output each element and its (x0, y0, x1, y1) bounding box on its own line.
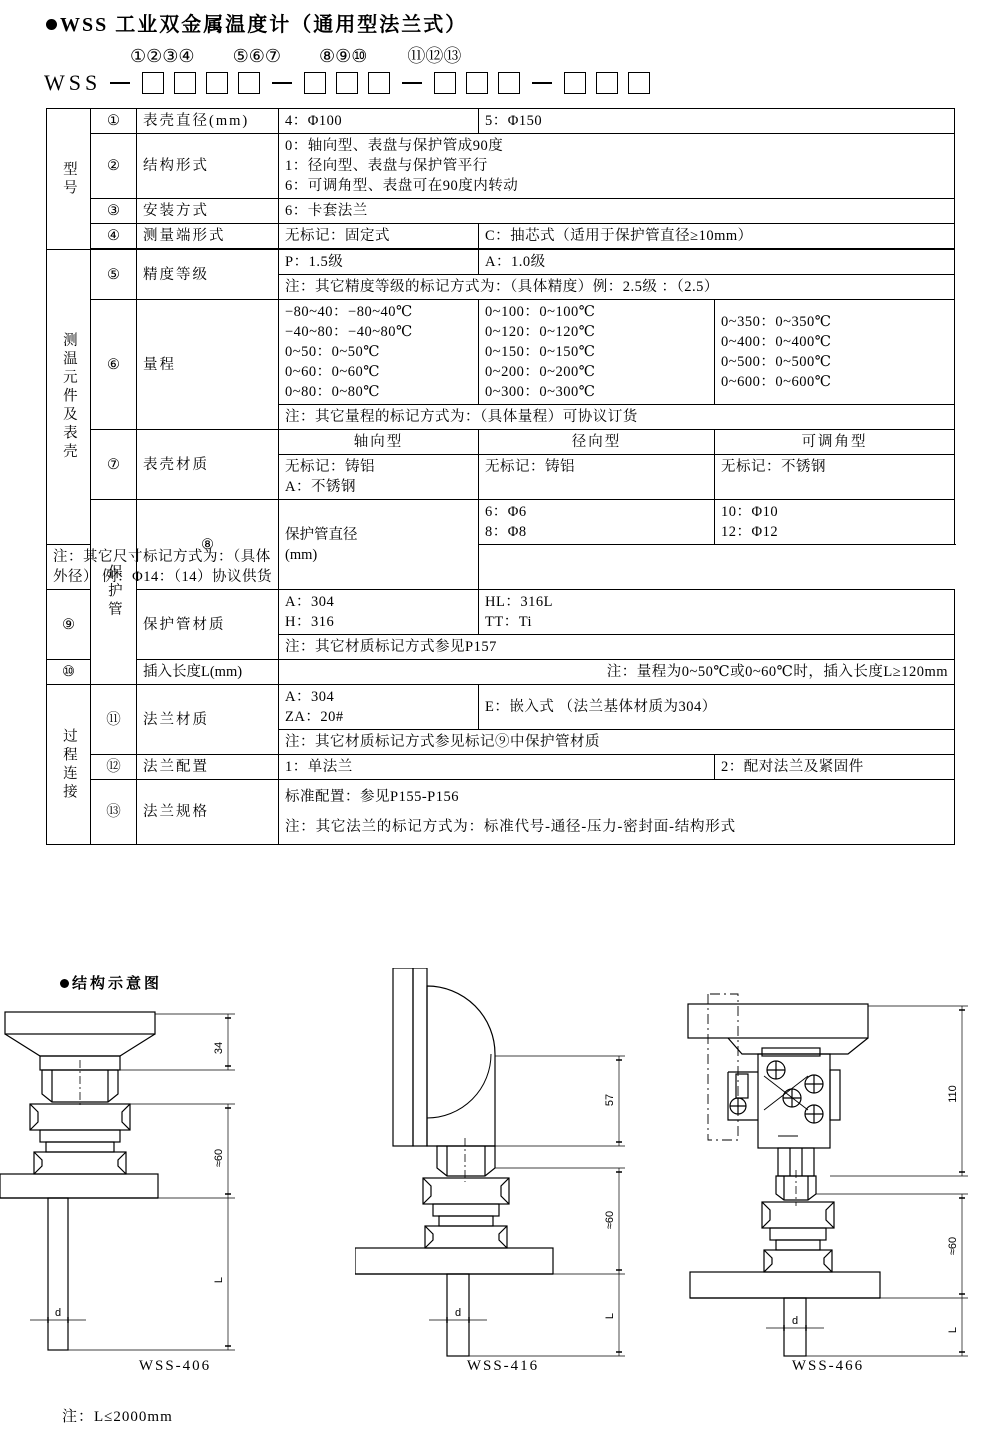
table-row (47, 780, 955, 845)
value-line: −40~80：−40~80℃ (285, 324, 413, 340)
value-line: 0~500：0~500℃ (721, 354, 832, 370)
value-line: 无标记：不锈钢 (721, 459, 826, 475)
group-label-protection-tube (91, 500, 137, 685)
code-box[interactable] (206, 72, 228, 94)
cell-value: A：1.0级 (479, 250, 955, 275)
bullet-icon (60, 979, 69, 988)
value-line: 0：轴向型、表盘与保护管成90度 (285, 138, 504, 154)
row-label: 保护管材质 (137, 590, 279, 660)
value-line: 10：Φ10 (721, 504, 779, 520)
cell-range-col2 (479, 300, 715, 405)
table-row (47, 545, 955, 590)
row-label: 量程 (137, 300, 279, 430)
value-line: 无标记：铸铝 (285, 459, 375, 475)
value-line: 1：径向型、表盘与保护管平行 (285, 158, 488, 174)
value-line: 0~120：0~120℃ (485, 324, 596, 340)
value-line: 0~80：0~80℃ (285, 384, 380, 400)
row-number: ⑩ (47, 660, 91, 685)
cell-note: 注：其它材质标记方式参见P157 (279, 635, 955, 660)
row-label: 法兰配置 (137, 755, 279, 780)
cell-value (479, 500, 715, 545)
column-header: 轴向型 (279, 430, 479, 455)
model-code-prefix: WSS (44, 70, 102, 95)
row-label: 测量端形式 (137, 224, 279, 249)
row-label: 结构形式 (137, 134, 279, 199)
cell-value (479, 455, 715, 500)
cell-value: 6：卡套法兰 (279, 199, 955, 224)
code-box[interactable] (304, 72, 326, 94)
group-label-text: 过程连接 (60, 727, 77, 802)
cell-value: 4：Φ100 (279, 109, 479, 134)
row-label (279, 500, 479, 590)
value-line: H：316 (285, 614, 335, 630)
circled-number-legend (130, 42, 461, 68)
value-line: HL：316L (485, 594, 553, 610)
row-label-line: 保护管直径 (285, 526, 358, 543)
row-number: ⑨ (47, 590, 91, 660)
cell-value (279, 455, 479, 500)
bottom-note: 注：L≤2000mm (62, 1409, 173, 1425)
table-row (47, 300, 955, 405)
value-line: 0~150：0~150℃ (485, 344, 596, 360)
dim-length: L (947, 1326, 959, 1334)
value-line: 标准配置：参见P155-P156 (285, 789, 459, 805)
circled-group-3: ⑧⑨⑩ (318, 46, 368, 66)
code-box[interactable] (564, 72, 586, 94)
cell-value (279, 780, 955, 845)
row-label: 安装方式 (137, 199, 279, 224)
figure-caption-416: WSS-416 (466, 1358, 540, 1374)
value-line: ZA：20# (285, 709, 344, 725)
code-box[interactable] (174, 72, 196, 94)
table-row (47, 590, 955, 635)
row-label-line: (mm) (285, 546, 318, 563)
cell-note: 注：其它尺寸标记方式为：（具体外径） 例：Φ14：（14）协议供货 (47, 545, 279, 590)
row-number: ⑪ (91, 685, 137, 755)
dash-separator (110, 82, 130, 84)
code-box[interactable] (434, 72, 456, 94)
code-box[interactable] (466, 72, 488, 94)
diagram-wss-406 (0, 1000, 300, 1360)
circled-group-1: ①②③④ (130, 46, 195, 66)
row-number: ⑥ (91, 300, 137, 430)
value-line: 8：Φ8 (485, 524, 527, 540)
cell-range-col1 (279, 300, 479, 405)
cell-value: 5：Φ150 (479, 109, 955, 134)
table-row (47, 224, 955, 249)
row-label: 插入长度L(mm) (137, 660, 279, 685)
bullet-icon (46, 19, 57, 30)
table-row (47, 685, 955, 730)
row-label: 法兰材质 (137, 685, 279, 755)
dim-length: L (604, 1312, 616, 1320)
value-line: 6：Φ6 (485, 504, 527, 520)
code-box[interactable] (596, 72, 618, 94)
cell-value: 无标记：固定式 (279, 224, 479, 249)
value-line: 0~300：0~300℃ (485, 384, 596, 400)
value-line: 0~350：0~350℃ (721, 314, 832, 330)
group-label-text: 保护管 (105, 564, 122, 620)
circled-group-2: ⑤⑥⑦ (232, 46, 281, 66)
dash-separator (272, 82, 292, 84)
dim-diameter: d (54, 1307, 62, 1319)
dim-top: 34 (213, 1041, 225, 1055)
value-line: A：304 (285, 689, 335, 705)
cell-note: 注：其它法兰的标记方式为：标准代号-通径-压力-密封面-结构形式 (285, 819, 736, 835)
value-line: 12：Φ12 (721, 524, 779, 540)
value-line: 0~200：0~200℃ (485, 364, 596, 380)
cell-range-col3 (715, 300, 955, 405)
cell-value: 1：单法兰 (279, 755, 715, 780)
row-number: ② (91, 134, 137, 199)
table-row (47, 660, 955, 685)
circled-group-4: ⑪⑫⑬ (407, 46, 462, 66)
dim-diameter: d (454, 1307, 462, 1319)
dim-mid: ≈60 (604, 1210, 616, 1230)
dim-diameter: d (791, 1315, 799, 1327)
value-line: 0~600：0~600℃ (721, 374, 832, 390)
table-row (47, 199, 955, 224)
row-number: ⑤ (91, 250, 137, 300)
row-number: ③ (91, 199, 137, 224)
table-row (47, 250, 955, 275)
value-line: −80~40：−80~40℃ (285, 304, 413, 320)
value-line: 无标记：铸铝 (485, 459, 575, 475)
table-row (47, 500, 955, 545)
value-line: 0~100：0~100℃ (485, 304, 596, 320)
dim-top: 110 (947, 1085, 959, 1103)
diagram-section-title-text: 结构示意图 (72, 976, 163, 992)
row-label: 表壳材质 (137, 430, 279, 500)
row-number: ⑦ (91, 430, 137, 500)
row-number: ④ (91, 224, 137, 249)
value-line: 6：可调角型、表盘可在90度内转动 (285, 178, 519, 194)
group-label-process-connection (47, 685, 91, 845)
value-line: 0~60：0~60℃ (285, 364, 380, 380)
cell-note: 注：其它材质标记方式参见标记⑨中保护管材质 (279, 730, 955, 755)
column-header: 径向型 (479, 430, 715, 455)
value-line: TT：Ti (485, 614, 533, 630)
dim-top: 57 (604, 1093, 616, 1107)
value-line: 0~50：0~50℃ (285, 344, 380, 360)
cell-value (715, 500, 955, 545)
value-line (721, 477, 948, 497)
code-box[interactable] (368, 72, 390, 94)
row-label: 精度等级 (137, 250, 279, 300)
row-label: 表壳直径(mm) (137, 109, 279, 134)
cell-note: 注：其它量程的标记方式为：（具体量程）可协议订货 (279, 405, 955, 430)
column-header: 可调角型 (715, 430, 955, 455)
diagram-wss-466 (680, 988, 980, 1360)
code-box[interactable] (336, 72, 358, 94)
cell-value (279, 134, 955, 199)
table-row (47, 755, 955, 780)
row-number: ① (91, 109, 137, 134)
cell-note: 注：量程为0~50℃或0~60℃时，插入长度L≥120mm (279, 660, 955, 685)
diagram-section-title (60, 972, 162, 993)
table-row (47, 134, 955, 199)
dim-mid: ≈60 (213, 1148, 225, 1168)
cell-note: 注：其它精度等级的标记方式为：（具体精度）例：2.5级 ：（2.5） (279, 275, 955, 300)
diagram-wss-416 (355, 968, 645, 1360)
code-box[interactable] (238, 72, 260, 94)
value-line: 0~400：0~400℃ (721, 334, 832, 350)
dash-separator (402, 82, 422, 84)
page-title-text: WSS 工业双金属温度计（通用型法兰式） (60, 14, 468, 36)
table-row (47, 109, 955, 134)
code-box[interactable] (498, 72, 520, 94)
value-line: A：不锈钢 (285, 479, 356, 495)
cell-value: P：1.5级 (279, 250, 479, 275)
cell-value (479, 590, 955, 635)
cell-value: E：嵌入式 （法兰基体材质为304） (479, 685, 955, 730)
cell-value (279, 590, 479, 635)
value-line (485, 477, 708, 497)
table-row (47, 430, 955, 455)
cell-value (279, 685, 479, 730)
dim-length: L (213, 1276, 225, 1284)
dash-separator (532, 82, 552, 84)
code-box[interactable] (142, 72, 164, 94)
group-label-sensor-case (47, 250, 91, 545)
specification-table (46, 108, 955, 845)
row-label: 法兰规格 (137, 780, 279, 845)
page-title (46, 8, 467, 37)
model-code-template (44, 70, 655, 96)
cell-value (715, 455, 955, 500)
code-box[interactable] (628, 72, 650, 94)
group-label-text: 型号 (60, 160, 77, 198)
figure-caption-406: WSS-406 (138, 1358, 212, 1374)
row-number: ⑧ (137, 500, 279, 590)
value-line: A：304 (285, 594, 335, 610)
cell-value: C：抽芯式（适用于保护管直径≥10mm） (479, 224, 955, 249)
cell-value: 2：配对法兰及紧固件 (715, 755, 955, 780)
group-label-model (47, 109, 91, 250)
figure-caption-466: WSS-466 (791, 1358, 865, 1374)
group-label-text: 测温元件及表壳 (60, 332, 77, 462)
row-number: ⑫ (91, 755, 137, 780)
row-number: ⑬ (91, 780, 137, 845)
dim-mid: ≈60 (947, 1236, 959, 1256)
